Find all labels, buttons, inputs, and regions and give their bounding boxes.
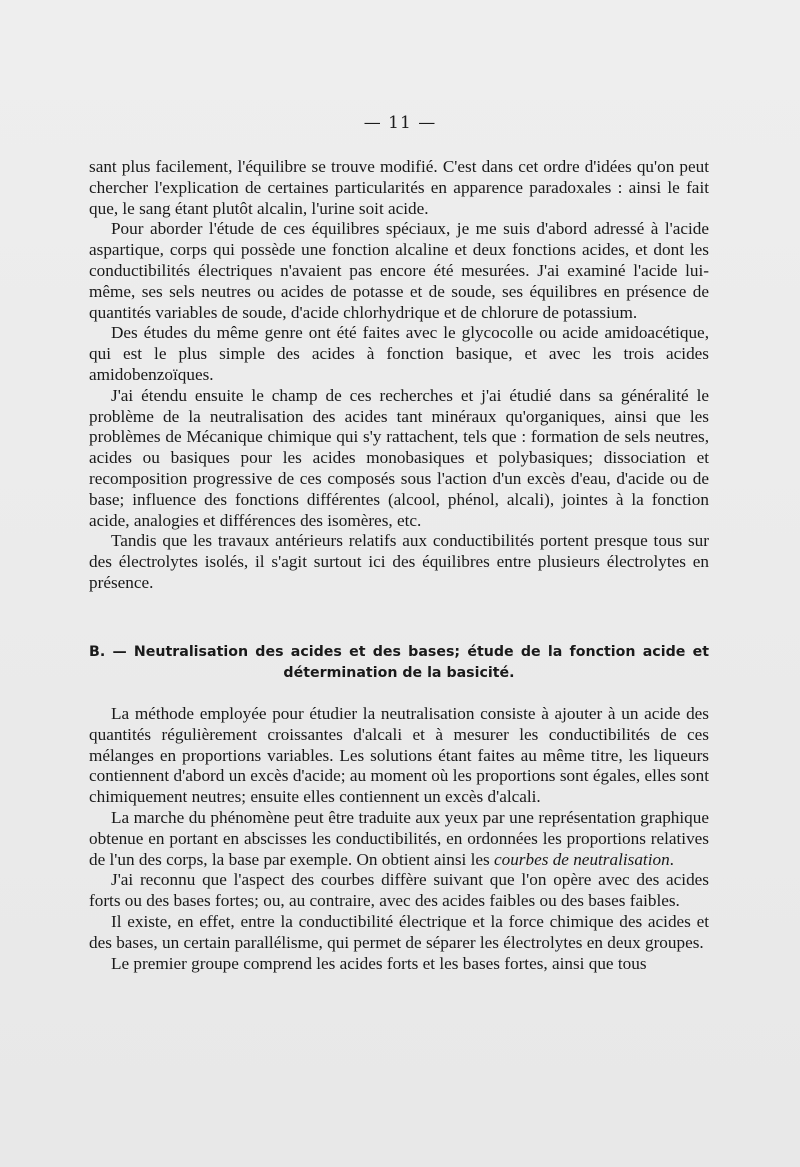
paragraph <box>89 808 709 870</box>
paragraph: Il existe, en effet, entre la conductibilité électrique et la force chimique des acides et des bases, un certain parallélisme, qui permet de séparer les électrolytes en deux groupes. <box>89 911 709 952</box>
paragraph: La méthode employée pour étudier la neutralisation consiste à ajouter à un acide des quantités régulièrement croissantes d'alcali et à mesurer les conductibilités de ces mélanges en proportions variables. Les solutions étant faites au même titre, les liqueurs contiennent d'abord un excès d'acide; au moment où les proportions sont égales, elles sont chimiquement neutres; ensuite elles contiennent un excès d'alcali. <box>89 704 709 807</box>
paragraph: Tandis que les travaux antérieurs relatifs aux conductibilités portent presque tous sur des électrolytes isolés, il s'agit surtout ici des équilibres entre plusieurs électrolytes en présence. <box>89 531 709 592</box>
paragraph: sant plus facilement, l'équilibre se trouve modifié. C'est dans cet ordre d'idées qu'on peut chercher l'explication de certaines particularités en apparence paradoxales : ainsi le fait que, le sang étant plutôt alcalin, l'urine soit acide. <box>89 157 709 218</box>
paragraph-end: . <box>669 849 674 869</box>
paragraph: Le premier groupe comprend les acides forts et les bases fortes, ainsi que tous <box>111 953 647 973</box>
paragraph: Des études du même genre ont été faites avec le glycocolle ou acide amidoacétique, qui est le plus simple des acides à fonction basique, et avec les trois acides amidobenzoïques. <box>89 323 709 384</box>
italic-term: courbes de neutralisation <box>493 849 670 869</box>
paragraph-text: La marche du phénomène peut être traduite aux yeux par une représentation graphique obtenue en portant en abscisses les conductibilités, en ordonnées les proportions relatives de l'un des corps, la base par exemple. On obtient ainsi les <box>89 807 709 869</box>
section-heading-line-1: B. — Neutralisation des acides et des bases; étude de la fonction acide et <box>89 644 709 660</box>
paragraph: J'ai reconnu que l'aspect des courbes diffère suivant que l'on opère avec des acides forts ou des bases fortes; ou, au contraire, avec des acides faibles ou des bases faibles. <box>89 870 709 911</box>
top-text-block <box>89 157 709 594</box>
section-heading-line-2: détermination de la basicité. <box>283 665 515 681</box>
paragraph: J'ai étendu ensuite le champ de ces recherches et j'ai étudié dans sa généralité le problème de la neutralisation des acides tant minéraux qu'organiques, ainsi que les problèmes de Mécanique chimique qui s'y rattachent, tels que : formation de sels neutres, acides ou basiques pour les acides monobasiques et polybasiques; dissociation et recomposition progressive de ces composés sous l'action d'un excès d'eau, d'acide ou de base; influence des fonctions différentes (alcool, phénol, alcali), jointes à la fonction acide, analogies et différences des isomères, etc. <box>89 385 709 530</box>
section-heading <box>89 642 709 684</box>
page-number: — 11 — <box>363 113 437 133</box>
bottom-text-block <box>89 704 709 974</box>
paragraph: Pour aborder l'étude de ces équilibres spéciaux, je me suis d'abord adressé à l'acide aspartique, corps qui possède une fonction alcaline et deux fonctions acides, et dont les conductibilités électriques n'avaient pas encore été mesurées. J'ai examiné l'acide lui-même, ses sels neutres ou acides de potasse et de soude, ses équilibres en présence de quantités variables de soude, d'acide chlorhydrique et de chlorure de potassium. <box>89 219 709 322</box>
